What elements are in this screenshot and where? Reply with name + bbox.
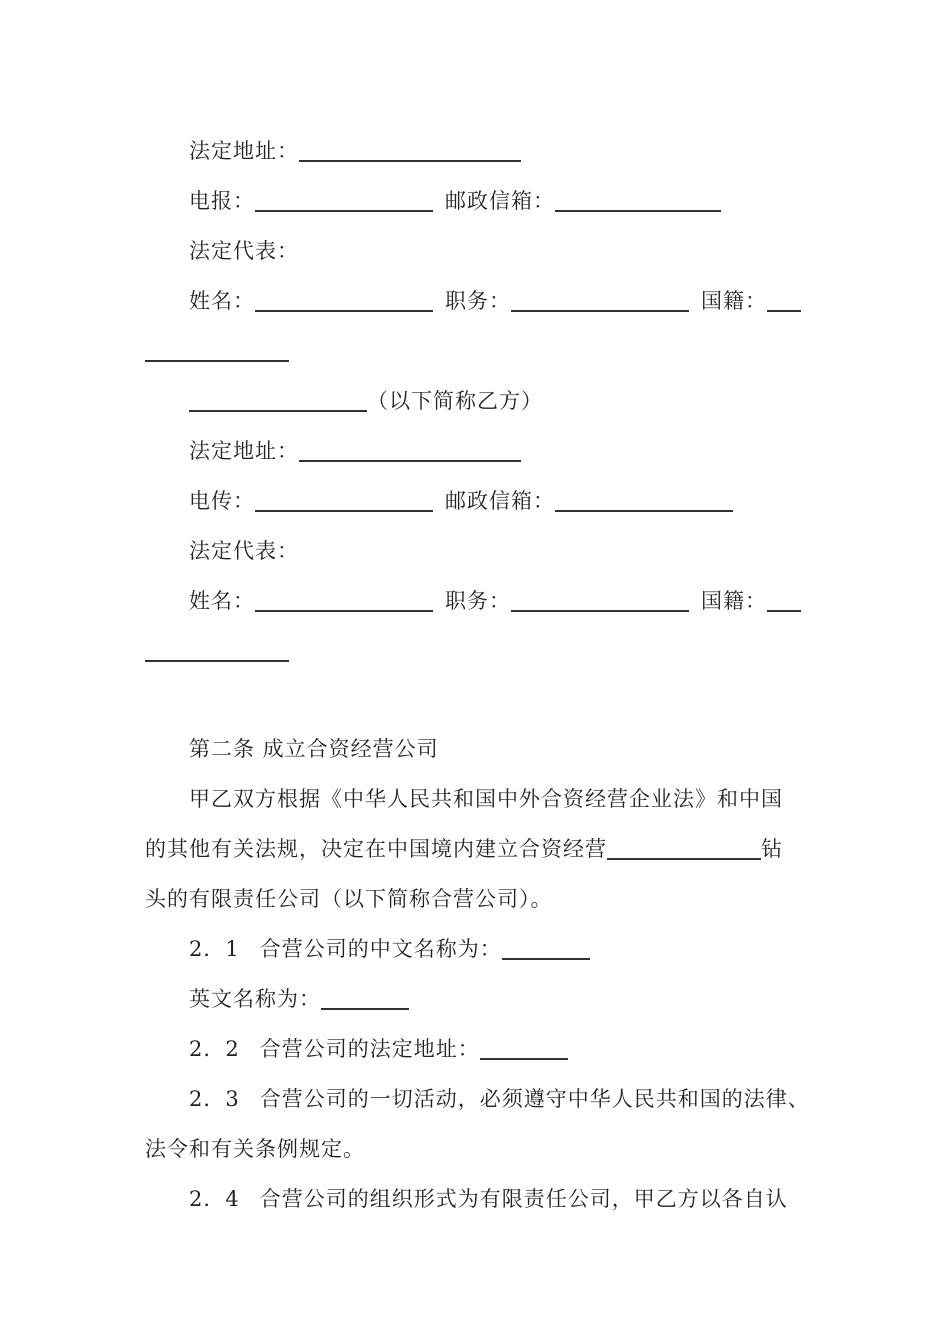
jv-legal-address-blank[interactable] [480,1058,568,1060]
party-a-legal-rep-line [189,231,299,271]
party-b-name-field-blank[interactable] [255,610,433,612]
article2-para1-text2a: 的其他有关法规，决定在中国境内建立合资经营 [145,837,607,861]
clause-2-1-number: 2．1 [189,937,240,961]
clause-2-4-number: 2．4 [189,1187,240,1211]
party-a-nationality-label: 国籍： [701,289,767,313]
party-a-nationality-blank[interactable] [767,310,801,312]
party-a-nationality-blank-cont[interactable] [145,360,289,362]
party-b-fax-line [189,481,733,521]
party-a-name-line [189,281,801,321]
party-b-intro-suffix: （以下简称乙方） [367,389,543,413]
party-b-legal-rep-label: 法定代表： [189,539,299,563]
clause-2-2-text: 合营公司的法定地址： [259,1037,480,1061]
party-a-name-blank[interactable] [255,310,433,312]
article2-para1-line3 [145,879,553,919]
party-a-legal-address-label: 法定地址： [189,139,299,163]
party-a-postbox-blank[interactable] [555,210,721,212]
chinese-name-blank[interactable] [502,958,590,960]
party-a-nationality-cont-line [145,331,289,371]
clause-2-2-number: 2．2 [189,1037,240,1061]
clause-2-3-line1 [189,1079,810,1119]
clause-2-1-english-line [189,979,409,1019]
party-a-telegram-blank[interactable] [255,210,433,212]
party-b-postbox-blank[interactable] [555,510,733,512]
party-a-position-blank[interactable] [511,310,689,312]
clause-2-4-text1: 合营公司的组织形式为有限责任公司，甲乙方以各自认 [259,1187,788,1211]
party-b-legal-address-blank[interactable] [299,460,521,462]
article2-para1-line2 [145,829,783,869]
clause-2-2-line [189,1029,568,1069]
party-a-telegram-line [189,181,721,221]
party-b-legal-rep-line [189,531,299,571]
party-b-postbox-label: 邮政信箱： [445,489,555,513]
clause-2-4-line1 [189,1179,788,1219]
clause-2-1-text: 合营公司的中文名称为： [259,937,502,961]
party-a-legal-rep-label: 法定代表： [189,239,299,263]
article2-para1-text2b: 钻 [761,837,783,861]
party-b-legal-address-line [189,431,521,471]
party-b-position-blank[interactable] [511,610,689,612]
party-a-legal-address-line [189,131,521,171]
article2-heading [189,729,439,769]
clause-2-3-line2 [145,1129,365,1169]
clause-2-3-number: 2．3 [189,1087,240,1111]
article2-para1-text1: 甲乙双方根据《中华人民共和国中外合资经营企业法》和中国 [189,787,783,811]
party-a-postbox-label: 邮政信箱： [445,189,555,213]
party-b-name-blank[interactable] [189,410,367,412]
party-b-nationality-blank-cont[interactable] [145,660,289,662]
party-b-nationality-label: 国籍： [701,589,767,613]
clause-2-3-text2: 法令和有关条例规定。 [145,1137,365,1161]
party-b-legal-address-label: 法定地址： [189,439,299,463]
party-b-intro-line [189,381,543,421]
party-b-name-label: 姓名： [189,589,255,613]
article2-para1-text3: 头的有限责任公司（以下简称合营公司）。 [145,887,553,911]
jv-product-blank[interactable] [607,858,761,860]
party-b-name-line [189,581,801,621]
party-a-legal-address-blank[interactable] [299,160,521,162]
english-name-blank[interactable] [321,1008,409,1010]
english-name-label: 英文名称为： [189,987,321,1011]
party-a-name-label: 姓名： [189,289,255,313]
party-b-fax-blank[interactable] [255,510,433,512]
party-b-nationality-cont-line [145,631,289,671]
party-a-position-label: 职务： [445,289,511,313]
party-b-position-label: 职务： [445,589,511,613]
party-a-telegram-label: 电报： [189,189,255,213]
article2-heading-text: 第二条 成立合资经营公司 [189,737,439,761]
party-b-nationality-blank[interactable] [767,610,801,612]
article2-para1-line1 [189,779,783,819]
party-b-fax-label: 电传： [189,489,255,513]
clause-2-1-line [189,929,590,969]
clause-2-3-text1: 合营公司的一切活动，必须遵守中华人民共和国的法律、 [259,1087,810,1111]
